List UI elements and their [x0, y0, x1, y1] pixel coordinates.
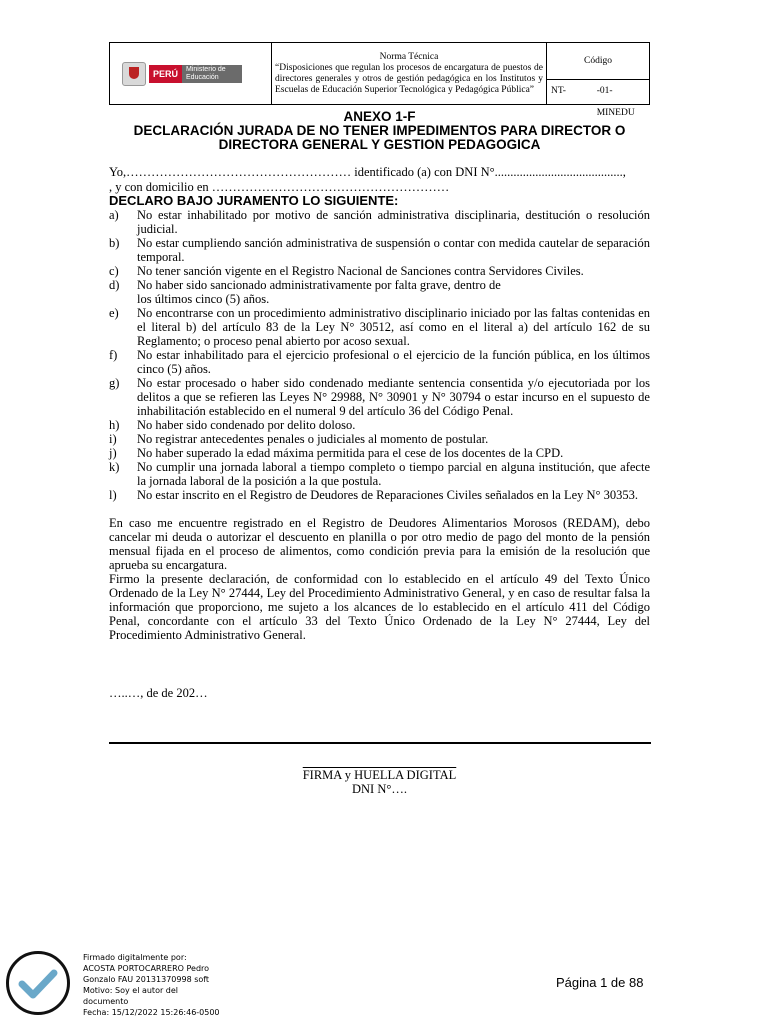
- code-label: Código: [547, 43, 649, 80]
- item-text: No registrar antecedentes penales o judiciales al momento de postular.: [137, 432, 489, 446]
- signature-line: ACOSTA PORTOCARRERO Pedro: [83, 964, 210, 973]
- item-text: No estar procesado o haber sido condenado mediante sentencia consentida y/o ejecutoriada por los delitos a que se refieren las Leyes N° 29988, N° 30901 y N° 30794 o estar incurso en el supuesto de inhabilitación establecido en el numeral 9 del artículo 36 del Código Penal.: [137, 376, 650, 418]
- item-letter: c): [109, 264, 119, 278]
- code-cell: [547, 43, 650, 118]
- logo-cell: [110, 43, 272, 105]
- signature-line: Motivo: Soy el autor del: [83, 986, 179, 995]
- date-line: …..…, de de 202…: [109, 686, 208, 700]
- item-text: No estar inhabilitado por motivo de sanción administrativa disciplinaria, destitución o resolución judicial.: [137, 208, 650, 236]
- list-item: [109, 236, 650, 264]
- signature-separator: [109, 742, 651, 744]
- item-letter: b): [109, 236, 120, 250]
- document-title-line1: DECLARACIÓN JURADA DE NO TENER IMPEDIMENTOS PARA DIRECTOR O: [133, 123, 626, 138]
- minedu-logo: [110, 43, 271, 104]
- norma-text: “Disposiciones que regulan los procesos de encargatura de puestos de directores generales y otros de gestión pedagógica en los Institutos y Escuelas de Educación Superior Tecnológica y Pedagógica Pública”: [275, 62, 543, 95]
- list-item: [109, 264, 650, 278]
- signature-line: documento: [83, 997, 129, 1006]
- item-letter: k): [109, 460, 120, 474]
- signature-line: Gonzalo FAU 20131370998 soft: [83, 975, 210, 984]
- item-text: No tener sanción vigente en el Registro Nacional de Sanciones contra Servidores Civiles.: [137, 264, 584, 278]
- code-suffix: -01-MINEDU: [596, 86, 635, 118]
- list-item: [109, 460, 650, 488]
- item-text: No haber superado la edad máxima permitida para el cese de los docentes de la CPD.: [137, 446, 564, 460]
- code-value: [547, 80, 649, 118]
- item-letter: f): [109, 348, 118, 362]
- firmo-paragraph: Firmo la presente declaración, de conformidad con lo establecido en el artículo 49 del Texto Único Ordenado de la Ley N° 27444, Ley del Procedimiento Administrativo General, y en caso de resultar falsa la información que proporciono, me sujeto a los alcances de lo establecido en el artículo 411 del Código Penal, concordante con el artículo 33 del Texto Único Ordenado de la Ley N° 27444, Ley del Procedimiento Administrativo General.: [109, 572, 650, 642]
- redam-paragraph: En caso me encuentre registrado en el Registro de Deudores Alimentarios Morosos (REDAM), debo cancelar mi deuda o autorizar el descuento en planilla o por otro medio de pago del monto de la pensión mensual fijada en el proceso de alimentos, como condición previa para la emisión de la resolución que aprueba su encargatura.: [109, 516, 650, 572]
- item-letter: j): [109, 446, 117, 460]
- page-number: Página 1 de 88: [556, 975, 644, 990]
- signature-line: Firmado digitalmente por:: [83, 953, 187, 962]
- list-item: [109, 376, 650, 418]
- item-text: No estar cumpliendo sanción administrativa de suspensión o contar con medida cautelar de separación temporal.: [137, 236, 650, 264]
- item-text: No cumplir una jornada laboral a tiempo completo o tiempo parcial en alguna institución, que afecte la jornada laboral de la posición a la que postula.: [137, 460, 650, 488]
- dni-label: DNI N°….: [352, 782, 407, 796]
- item-letter: g): [109, 376, 120, 390]
- list-item: [109, 432, 650, 446]
- annex-title: ANEXO 1-F: [343, 109, 416, 124]
- norma-title: Norma Técnica: [379, 51, 439, 62]
- checkmark-icon: [13, 958, 63, 1008]
- code-prefix: NT-: [551, 86, 566, 96]
- intro-line1: Yo,……………………………………………… identificado (a) con DNI N°.........................................,: [109, 165, 626, 179]
- item-letter: a): [109, 208, 119, 222]
- item-letter: e): [109, 306, 119, 320]
- item-text: No haber sido sancionado administrativamente por falta grave, dentro de los últimos cinco (5) años.: [137, 278, 501, 306]
- item-text: No haber sido condenado por delito doloso.: [137, 418, 356, 432]
- signature-line: Fecha: 15/12/2022 15:26:46-0500: [83, 1008, 220, 1017]
- list-item: [109, 418, 650, 432]
- item-letter: i): [109, 432, 117, 446]
- coat-of-arms-icon: [122, 62, 146, 86]
- list-item: [109, 488, 650, 502]
- item-letter: l): [109, 488, 117, 502]
- list-item: [109, 348, 650, 376]
- item-letter: d): [109, 278, 120, 292]
- item-text: No estar inhabilitado para el ejercicio profesional o el ejercicio de la función pública, en los últimos cinco (5) años.: [137, 348, 650, 376]
- item-letter: h): [109, 418, 120, 432]
- intro-line2: , y con domicilio en …………………………………………………: [109, 180, 450, 194]
- peru-label: PERÚ: [149, 65, 182, 83]
- norma-cell: [272, 43, 547, 105]
- list-item: [109, 208, 650, 236]
- document-title-line2: DIRECTORA GENERAL Y GESTION PEDAGOGICA: [218, 137, 541, 152]
- ministry-label: Ministerio de Educación: [182, 65, 242, 83]
- list-item: [109, 306, 650, 348]
- list-item: [109, 446, 650, 460]
- digital-signature-seal-icon: [6, 951, 70, 1015]
- item-text: No encontrarse con un procedimiento administrativo disciplinario iniciado por las faltas contenidas en el literal b) del artículo 83 de la Ley N° 30512, así como en el literal a) del artículo 162 de su Reglamento; o proceso penal abierto por acoso sexual.: [137, 306, 650, 348]
- digital-signature-info: [83, 952, 233, 1018]
- declaration-heading: DECLARO BAJO JURAMENTO LO SIGUIENTE:: [109, 193, 399, 208]
- signature-label: FIRMA y HUELLA DIGITAL: [302, 768, 457, 782]
- list-item: [109, 278, 650, 306]
- signature-block: [109, 768, 650, 782]
- item-text: No estar inscrito en el Registro de Deudores de Reparaciones Civiles señalados en la Ley N° 30353.: [137, 488, 639, 502]
